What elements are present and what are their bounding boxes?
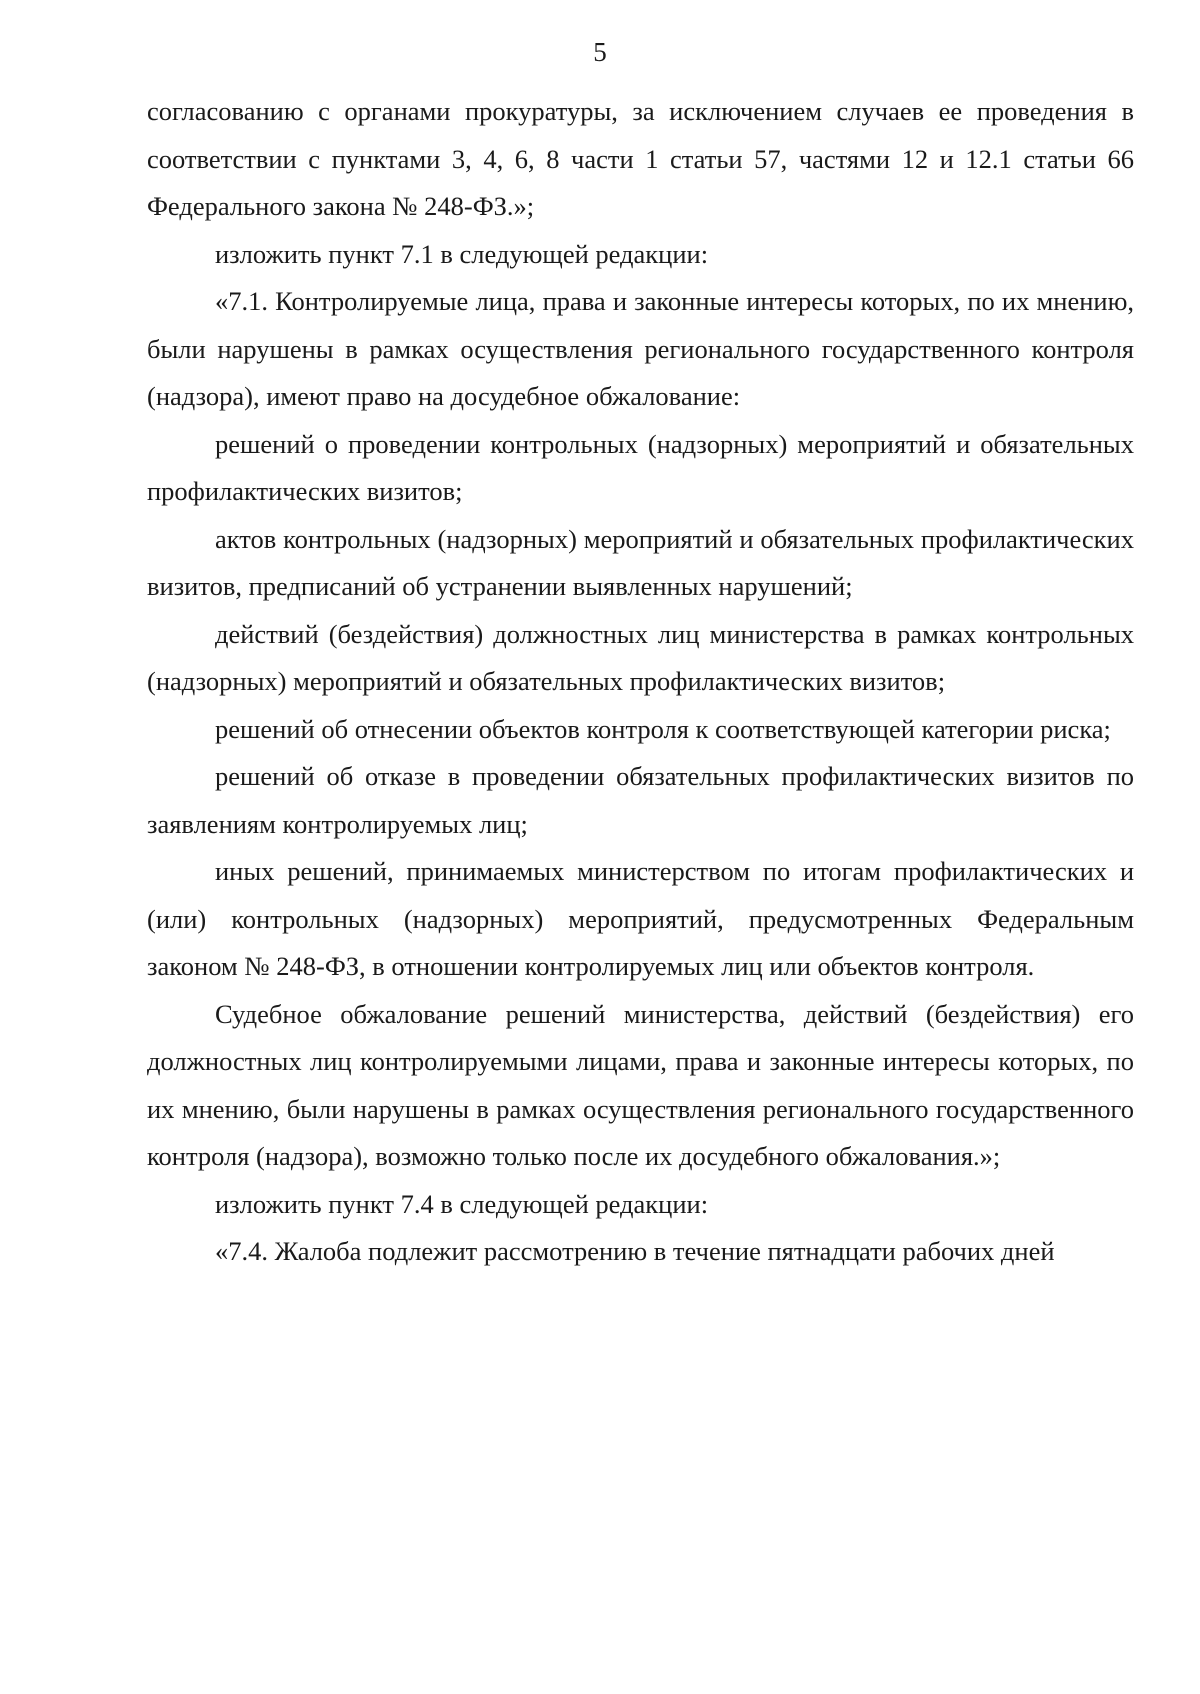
paragraph-7-1-item-other: иных решений, принимаемых министерством по итогам профилактических и (или) контрольных (надзорных) мероприятий, предусмотренных Федеральным законом № 248-ФЗ, в отношении контролируемых лиц или объектов контроля. <box>147 856 1134 981</box>
paragraph-continuation: согласованию с органами прокуратуры, за исключением случаев ее проведения в соответствии с пунктами 3, 4, 6, 8 части 1 статьи 57, частями 12 и 12.1 статьи 66 Федерального закона № 248-ФЗ.»; <box>147 96 1134 221</box>
paragraph-judicial-appeal: Судебное обжалование решений министерства, действий (бездействия) его должностных лиц контролируемыми лицами, права и законные интересы которых, по их мнению, были нарушены в рамках осуществления регионального государственного контроля (надзора), возможно только после их досудебного обжалования.»; <box>147 998 1134 1171</box>
paragraph-amend-7-4-instruction: изложить пункт 7.4 в следующей редакции: <box>215 1188 709 1219</box>
paragraph-7-1-item-risk: решений об отнесении объектов контроля к соответствующей категории риска; <box>215 713 1111 744</box>
paragraph-7-1-item-acts: актов контрольных (надзорных) мероприятий и обязательных профилактических визитов, предписаний об устранении выявленных нарушений; <box>147 523 1134 601</box>
paragraph-7-4-start: «7.4. Жалоба подлежит рассмотрению в течение пятнадцати рабочих дней <box>215 1236 1055 1266</box>
paragraph-7-1-item-actions: действий (бездействия) должностных лиц министерства в рамках контрольных (надзорных) мероприятий и обязательных профилактических визитов; <box>147 618 1134 696</box>
paragraph-7-1-intro: «7.1. Контролируемые лица, права и законные интересы которых, по их мнению, были нарушены в рамках осуществления регионального государственного контроля (надзора), имеют право на досудебное обжалование: <box>147 286 1134 411</box>
paragraph-7-1-item-refusal: решений об отказе в проведении обязательных профилактических визитов по заявлениям контролируемых лиц; <box>147 761 1134 839</box>
paragraph-amend-7-1-instruction: изложить пункт 7.1 в следующей редакции: <box>215 238 709 269</box>
page-number: 5 <box>593 37 607 67</box>
paragraph-7-1-item-decisions: решений о проведении контрольных (надзорных) мероприятий и обязательных профилактических визитов; <box>147 428 1134 506</box>
document-body <box>147 88 1134 1276</box>
